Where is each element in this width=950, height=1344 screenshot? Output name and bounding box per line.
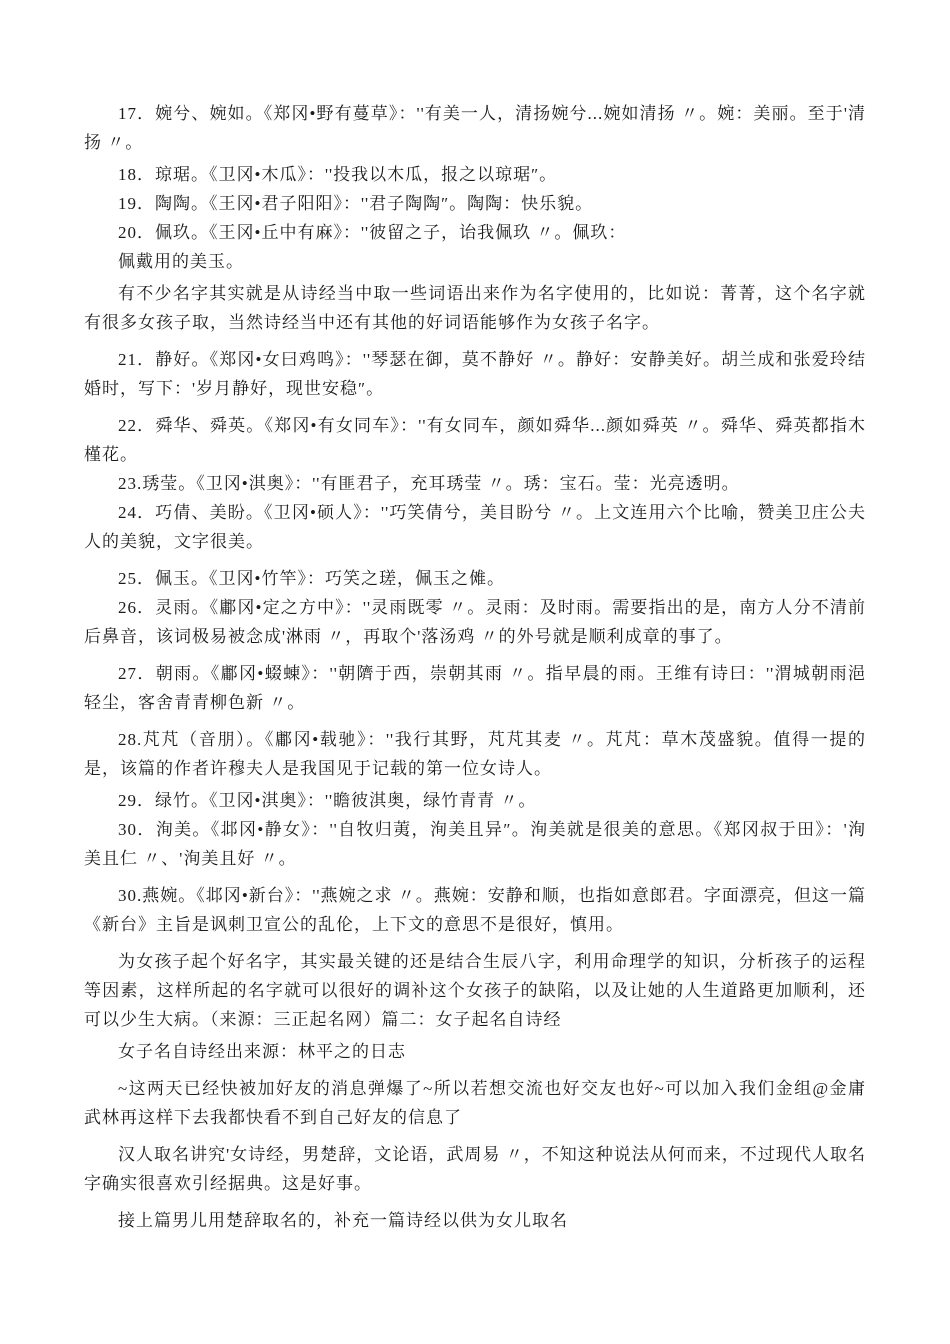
paragraph-item-20-cont: 佩戴用的美玉。 (118, 252, 244, 271)
paragraph-note-names: 有不少名字其实就是从诗经当中取一些词语出来作为名字使用的，比如说：菁菁，这个名字就有很多女孩子取，当然诗经当中还有其他的好词语能够作为女孩子名字。 (84, 284, 866, 332)
paragraph-item-24: 24．巧倩、美盼。《卫冈•硕人》：''巧笑倩兮，美目盼兮 〃。上文连用六个比喻，赞美卫庄公夫人的美貌，文字很美。 (84, 503, 866, 551)
paragraph-item-19: 19．陶陶。《王冈•君子阳阳》：''君子陶陶″。陶陶：快乐貌。 (118, 194, 594, 213)
paragraph-item-30-yanwan: 30.燕婉。《邶冈•新台》：''燕婉之求 〃。燕婉：安静和顺，也指如意郎君。字面漂亮，但这一篇《新台》主旨是讽刺卫宣公的乱伦，上下文的意思不是很好，慎用。 (84, 886, 866, 934)
paragraph-source-line: 女子名自诗经出来源：林平之的日志 (118, 1042, 406, 1061)
paragraph-item-27: 27．朝雨。《鄘冈•蝃蝀》：''朝隮于西，崇朝其雨 〃。指早晨的雨。王维有诗曰：''渭城朝雨浥轻尘，客舍青青柳色新 〃。 (84, 664, 866, 712)
paragraph-note-advice: 为女孩子起个好名字，其实最关键的还是结合生辰八字，利用命理学的知识，分析孩子的运程等因素，这样所起的名字就可以很好的调补这个女孩子的缺陷，以及让她的人生道路更加顺利，还可以少生大病。（来源：三正起名网）篇二：女子起名自诗经 (84, 952, 866, 1029)
paragraph-item-20: 20．佩玖。《王冈•丘中有麻》：''彼留之子，诒我佩玖 〃。佩玖： (118, 223, 627, 242)
paragraph-item-29: 29．绿竹。《卫冈•淇奥》：''瞻彼淇奥，绿竹青青 〃。 (118, 791, 537, 810)
paragraph-item-30: 30．洵美。《邶冈•静女》：''自牧归荑，洵美且异″。洵美就是很美的意思。《郑冈叔于田》：'洵美且仁 〃、'洵美且好 〃。 (84, 820, 866, 868)
paragraph-closing-line: 接上篇男儿用楚辞取名的，补充一篇诗经以供为女儿取名 (118, 1211, 568, 1230)
paragraph-note-tradition: 汉人取名讲究'女诗经，男楚辞，文论语，武周易 〃，不知这种说法从何而来，不过现代人取名字确实很喜欢引经据典。这是好事。 (84, 1145, 866, 1193)
paragraph-item-17: 17．婉兮、婉如。《郑冈•野有蔓草》：''有美一人，清扬婉兮...婉如清扬 〃。婉：美丽。至于'清扬 〃。 (84, 104, 866, 152)
paragraph-item-22: 22．舜华、舜英。《郑冈•有女同车》：''有女同车，颜如舜华...颜如舜英 〃。舜华、舜英都指木槿花。 (84, 416, 866, 464)
paragraph-item-21: 21．静好。《郑冈•女曰鸡鸣》：''琴瑟在御，莫不静好 〃。静好：安静美好。胡兰成和张爱玲结婚时，写下：'岁月静好，现世安稳″。 (84, 350, 866, 398)
paragraph-item-25: 25．佩玉。《卫冈•竹竿》：巧笑之瑳，佩玉之傩。 (118, 569, 505, 588)
paragraph-blog-message: ~这两天已经快被加好友的消息弹爆了~所以若想交流也好交友也好~可以加入我们金组@金庸武林再这样下去我都快看不到自己好友的信息了 (84, 1079, 866, 1127)
paragraph-item-26: 26．灵雨。《鄘冈•定之方中》：''灵雨既零 〃。灵雨：及时雨。需要指出的是，南方人分不清前后鼻音，该词极易被念成'淋雨 〃，再取个'落汤鸡 〃的外号就是顺利成章的事了。 (84, 598, 866, 646)
paragraph-item-18: 18．琼琚。《卫冈•木瓜》：''投我以木瓜，报之以琼琚″。 (118, 165, 558, 184)
paragraph-item-28: 28.芃芃（音朋）。《鄘冈•载驰》：''我行其野，芃芃其麦 〃。芃芃：草木茂盛貌。值得一提的是，该篇的作者许穆夫人是我国见于记载的第一位女诗人。 (84, 730, 866, 778)
paragraph-item-23: 23.琇莹。《卫冈•淇奥》：''有匪君子，充耳琇莹 〃。琇：宝石。莹：光亮透明。 (118, 474, 740, 493)
